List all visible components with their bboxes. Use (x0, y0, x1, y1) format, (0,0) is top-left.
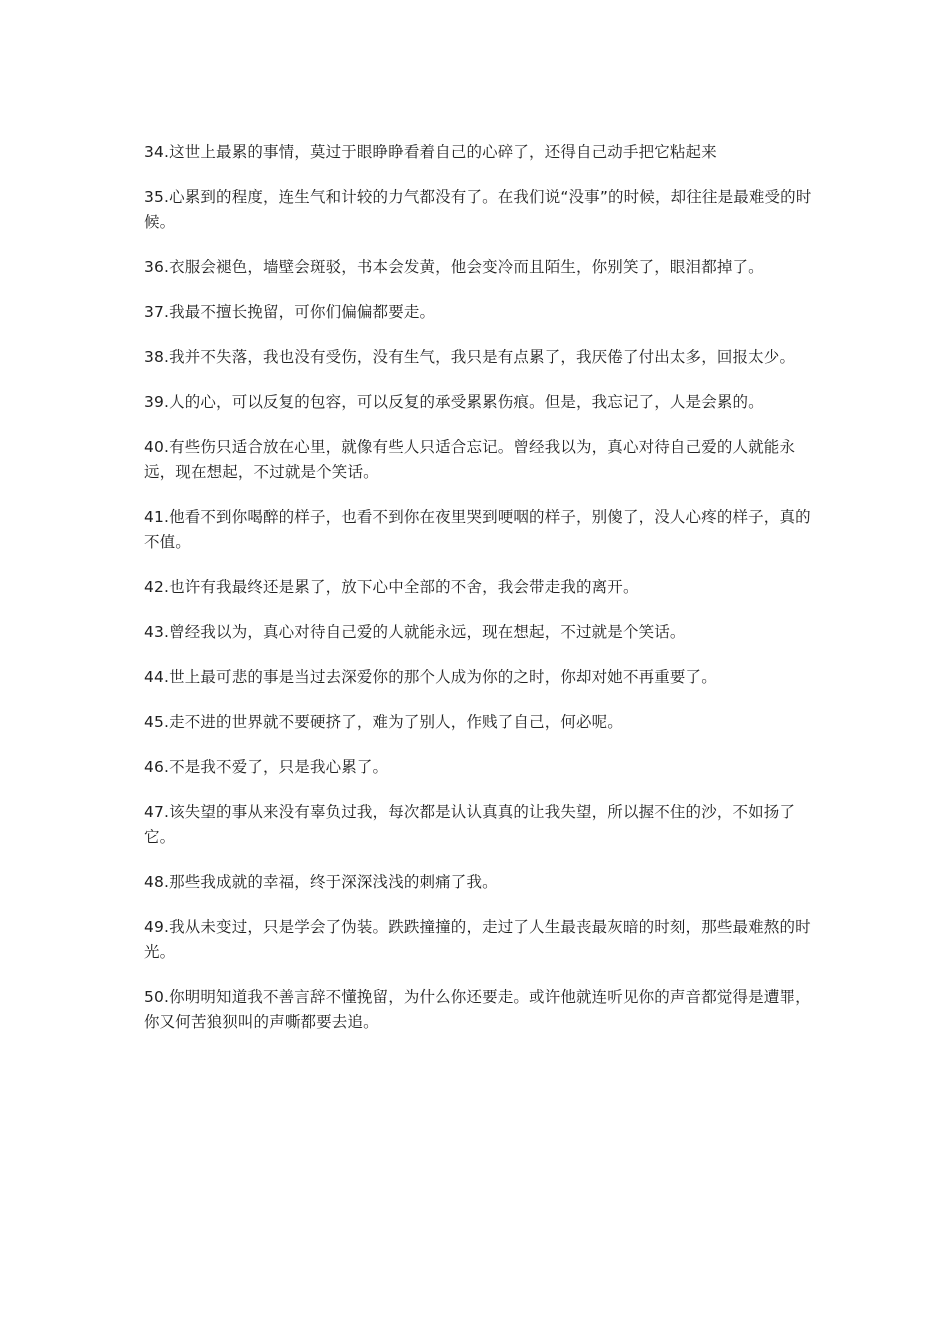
quote-entry-41: 41.他看不到你喝醉的样子，也看不到你在夜里哭到哽咽的样子，别傻了，没人心疼的样子，真的不值。 (144, 508, 811, 551)
quote-entry-37: 37.我最不擅长挽留，可你们偏偏都要走。 (144, 303, 436, 321)
quote-entry-39: 39.人的心，可以反复的包容，可以反复的承受累累伤痕。但是，我忘记了，人是会累的。 (144, 393, 764, 411)
quote-entry-49: 49.我从未变过，只是学会了伪装。跌跌撞撞的，走过了人生最丧最灰暗的时刻，那些最难熬的时光。 (144, 918, 811, 961)
quote-entry-46: 46.不是我不爱了，只是我心累了。 (144, 758, 389, 776)
quote-entry-36: 36.衣服会褪色，墙壁会斑驳，书本会发黄，他会变冷而且陌生，你别笑了，眼泪都掉了。 (144, 258, 764, 276)
quote-entry-35: 35.心累到的程度，连生气和计较的力气都没有了。在我们说“没事”的时候，却往往是最难受的时候。 (144, 188, 812, 231)
quote-entry-43: 43.曾经我以为，真心对待自己爱的人就能永远，现在想起，不过就是个笑话。 (144, 623, 686, 641)
quote-entry-40: 40.有些伤只适合放在心里，就像有些人只适合忘记。曾经我以为，真心对待自己爱的人就能永远，现在想起，不过就是个笑话。 (144, 438, 796, 481)
quote-entry-48: 48.那些我成就的幸福，终于深深浅浅的刺痛了我。 (144, 873, 498, 891)
quote-entry-47: 47.该失望的事从来没有辜负过我，每次都是认认真真的让我失望，所以握不住的沙，不如扬了它。 (144, 803, 796, 846)
document-page (144, 140, 816, 1055)
quote-entry-42: 42.也许有我最终还是累了，放下心中全部的不舍，我会带走我的离开。 (144, 578, 639, 596)
quote-entry-45: 45.走不进的世界就不要硬挤了，难为了别人，作贱了自己，何必呢。 (144, 713, 623, 731)
quote-entry-44: 44.世上最可悲的事是当过去深爱你的那个人成为你的之时，你却对她不再重要了。 (144, 668, 717, 686)
quote-entry-50: 50.你明明知道我不善言辞不懂挽留，为什么你还要走。或许他就连听见你的声音都觉得是遭罪，你又何苦狼狈叫的声嘶都要去追。 (144, 988, 811, 1031)
quote-entry-38: 38.我并不失落，我也没有受伤，没有生气，我只是有点累了，我厌倦了付出太多，回报太少。 (144, 348, 796, 366)
quote-entry-34: 34.这世上最累的事情，莫过于眼睁睁看着自己的心碎了，还得自己动手把它粘起来 (144, 143, 717, 161)
